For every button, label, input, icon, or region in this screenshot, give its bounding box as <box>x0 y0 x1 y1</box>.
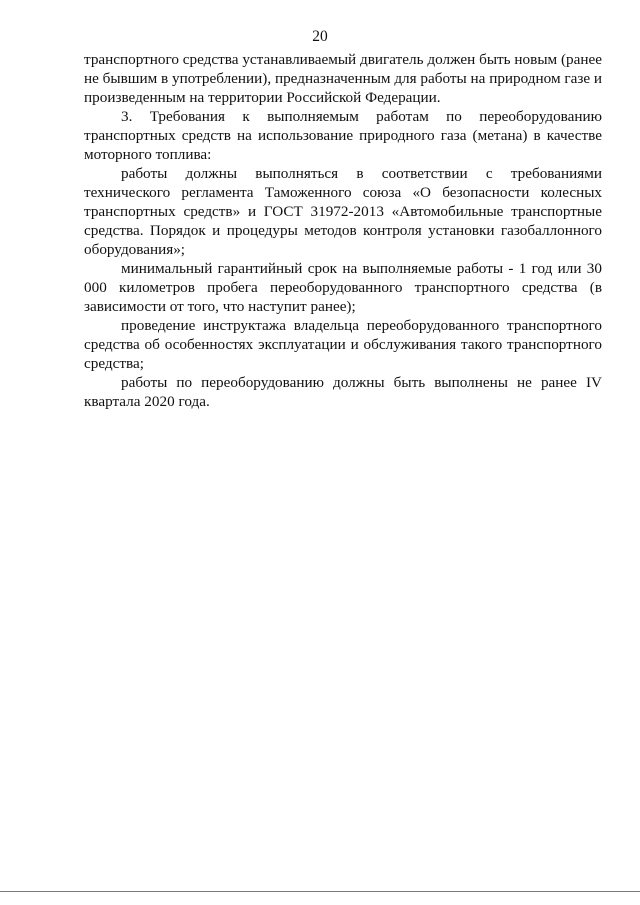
document-body <box>84 50 602 411</box>
paragraph-requirement-warranty: минимальный гарантийный срок на выполняемые работы - 1 год или 30 000 километров пробега переоборудованного транспортного средства (в зависимости от того, что наступит ранее); <box>84 260 602 315</box>
paragraph-requirements-heading: 3. Требования к выполняемым работам по переоборудованию транспортных средств на использование природного газа (метана) в качестве моторного топлива: <box>84 108 602 163</box>
page-number: 20 <box>312 28 328 45</box>
footer-divider <box>0 891 640 892</box>
paragraph-requirement-deadline: работы по переоборудованию должны быть выполнены не ранее IV квартала 2020 года. <box>84 374 602 410</box>
paragraph-requirement-briefing: проведение инструктажа владельца переоборудованного транспортного средства об особенностях эксплуатации и обслуживания такого транспортного средства; <box>84 317 602 372</box>
paragraph-continuation: транспортного средства устанавливаемый двигатель должен быть новым (ранее не бывшим в употреблении), предназначенным для работы на природном газе и произведенным на территории Российской Федерации. <box>84 51 602 106</box>
paragraph-requirement-standards: работы должны выполняться в соответствии с требованиями технического регламента Таможенного союза «О безопасности колесных транспортных средств» и ГОСТ 31972-2013 «Автомобильные транспортные средства. Порядок и процедуры методов контроля установки газобаллонного оборудования»; <box>84 165 602 258</box>
